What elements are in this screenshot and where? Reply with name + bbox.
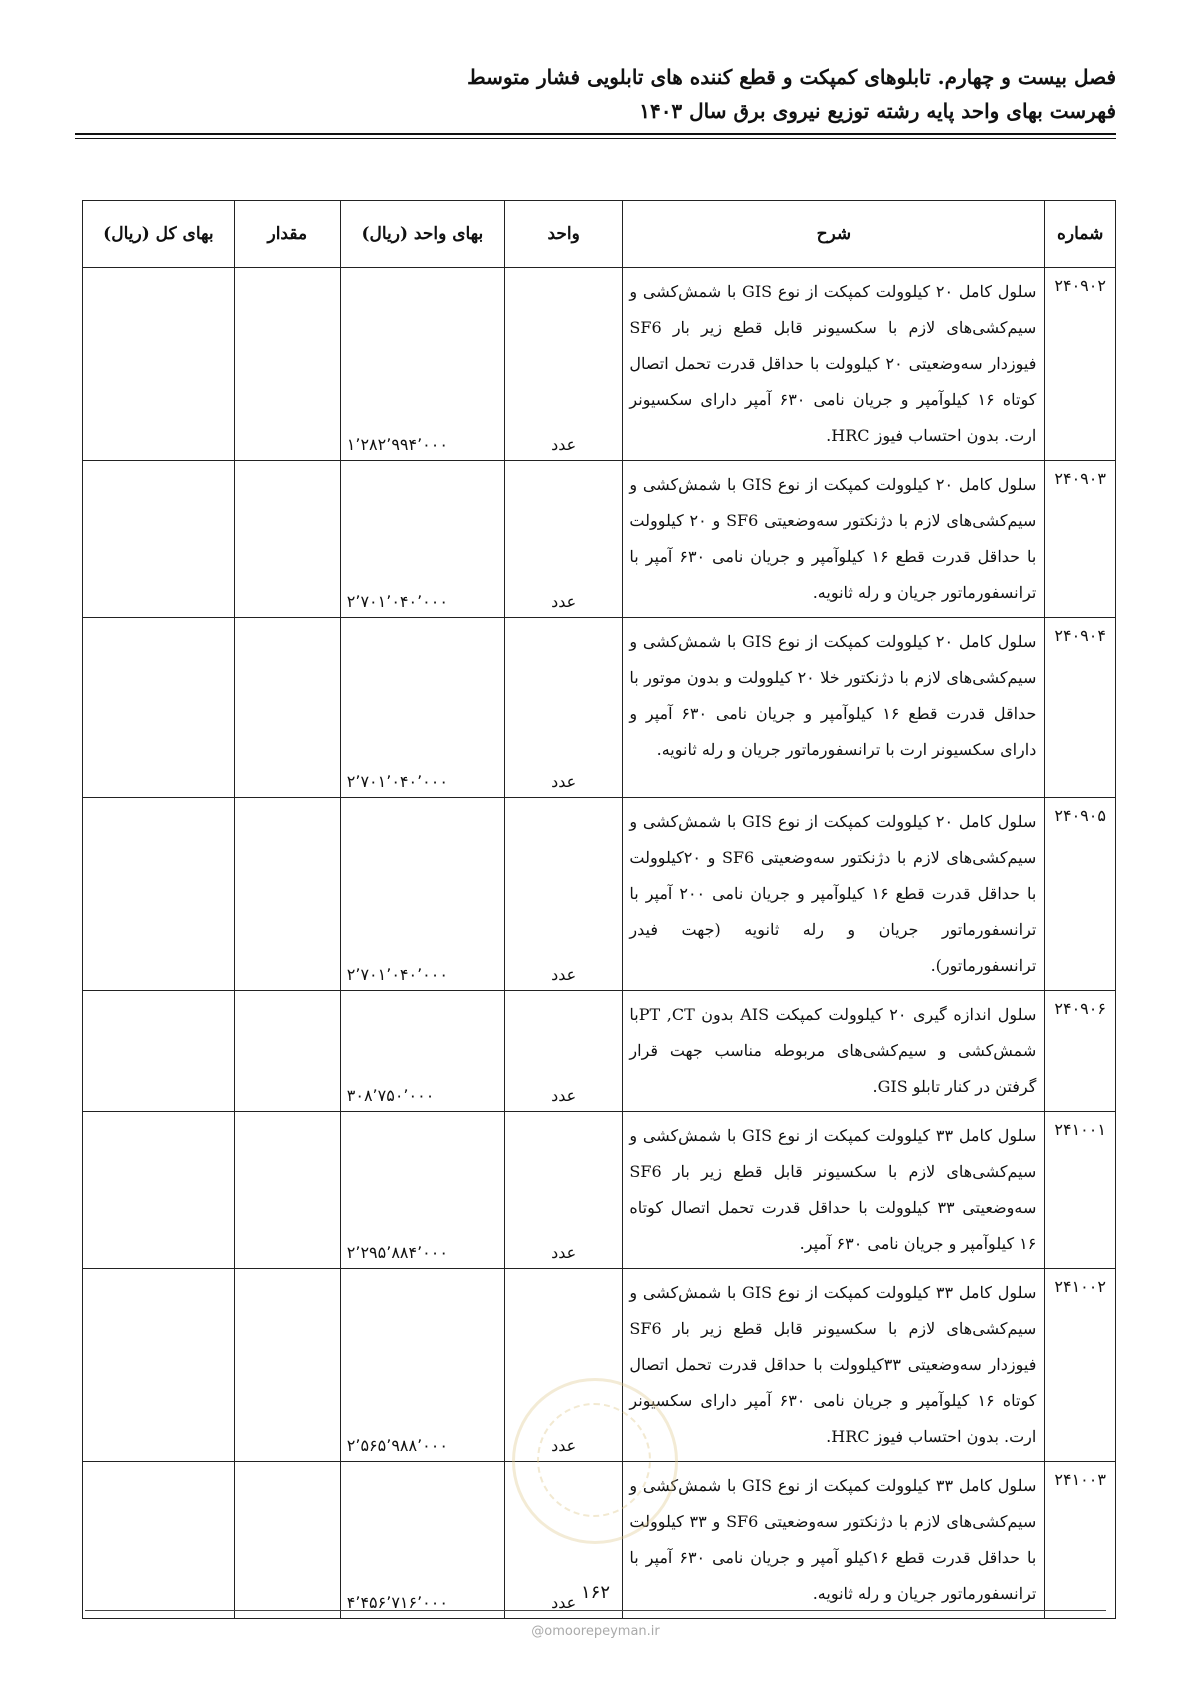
table-row: [83, 991, 1116, 1112]
website-watermark: @omoorepeyman.ir: [531, 1624, 660, 1639]
item-description: سلول کامل ۲۰ کیلوولت کمپکت از نوع GIS با شمش‌کشی و سیم‌کشی‌های لازم با دژنکتور سه‌وضعیتی SF6 و ۲۰ کیلوولت با حداقل قدرت قطع ۱۶ کیلوآمپر و جریان نامی ۶۳۰ آمپر با ترانسفورماتور جریان و رله ثانویه.: [623, 461, 1045, 618]
footer-rule: [85, 1610, 1106, 1611]
item-unit: عدد: [504, 1269, 622, 1462]
item-number: ۲۴۱۰۰۱: [1045, 1112, 1116, 1269]
item-number: ۲۴۱۰۰۳: [1045, 1462, 1116, 1619]
item-total-price: [83, 268, 235, 461]
table-row: [83, 461, 1116, 618]
item-description: سلول کامل ۳۳ کیلوولت کمپکت از نوع GIS با شمش‌کشی و سیم‌کشی‌های لازم با سکسیونر قابل قطع زیر بار SF6 سه‌وضعیتی ۳۳ کیلوولت با حداقل قدرت تحمل اتصال کوتاه ۱۶ کیلوآمپر و جریان نامی ۶۳۰ آمپر.: [623, 1112, 1045, 1269]
item-unit-price: ۲٬۷۰۱٬۰۴۰٬۰۰۰: [340, 618, 504, 798]
page-number: ۱۶۲: [580, 1582, 610, 1603]
item-number: ۲۴۰۹۰۴: [1045, 618, 1116, 798]
col-header-number: شماره: [1045, 201, 1116, 268]
chapter-title: فصل بیست و چهارم. تابلوهای کمپکت و قطع کننده های تابلویی فشار متوسط: [467, 65, 1116, 89]
item-description: سلول کامل ۲۰ کیلوولت کمپکت از نوع GIS با شمش‌کشی و سیم‌کشی‌های لازم با دژنکتور خلا ۲۰ کیلوولت و بدون موتور با حداقل قدرت قطع ۱۶ کیلوآمپر و جریان نامی ۶۳۰ آمپر و دارای سکسیونر ارت با ترانسفورماتور جریان و رله ثانویه.: [623, 618, 1045, 798]
item-unit: عدد: [504, 1112, 622, 1269]
item-unit-price: ۲٬۵۶۵٬۹۸۸٬۰۰۰: [340, 1269, 504, 1462]
item-description: سلول کامل ۳۳ کیلوولت کمپکت از نوع GIS با شمش‌کشی و سیم‌کشی‌های لازم با دژنکتور سه‌وضعیتی SF6 و ۳۳ کیلوولت با حداقل قدرت قطع ۱۶کیلو آمپر و جریان نامی ۶۳۰ آمپر با ترانسفورماتور جریان و رله ثانویه.: [623, 1462, 1045, 1619]
item-description: سلول کامل ۲۰ کیلوولت کمپکت از نوع GIS با شمش‌کشی و سیم‌کشی‌های لازم با سکسیونر قابل قطع زیر بار SF6 فیوزدار سه‌وضعیتی ۲۰ کیلوولت با حداقل قدرت تحمل اتصال کوتاه ۱۶ کیلوآمپر و جریان نامی ۶۳۰ آمپر دارای سکسیونر ارت. بدون احتساب فیوز HRC.: [623, 268, 1045, 461]
document-title: فهرست بهای واحد پایه رشته توزیع نیروی برق سال ۱۴۰۳: [639, 99, 1116, 123]
header-rule-thin: [75, 138, 1116, 139]
item-quantity: [234, 798, 340, 991]
item-number: ۲۴۰۹۰۲: [1045, 268, 1116, 461]
item-unit-price: ۳۰۸٬۷۵۰٬۰۰۰: [340, 991, 504, 1112]
item-number: ۲۴۰۹۰۵: [1045, 798, 1116, 991]
header-rule-thick: [75, 133, 1116, 135]
table-header-row: [83, 201, 1116, 268]
item-total-price: [83, 991, 235, 1112]
item-description: سلول کامل ۳۳ کیلوولت کمپکت از نوع GIS با شمش‌کشی و سیم‌کشی‌های لازم با سکسیونر قابل قطع زیر بار SF6 فیوزدار سه‌وضعیتی ۳۳کیلوولت با حداقل قدرت تحمل اتصال کوتاه ۱۶ کیلوآمپر و جریان نامی ۶۳۰ آمپر دارای سکسیونر ارت. بدون احتساب فیوز HRC.: [623, 1269, 1045, 1462]
col-header-description: شرح: [623, 201, 1045, 268]
item-number: ۲۴۰۹۰۶: [1045, 991, 1116, 1112]
item-quantity: [234, 1112, 340, 1269]
item-unit: عدد: [504, 991, 622, 1112]
item-total-price: [83, 461, 235, 618]
item-quantity: [234, 618, 340, 798]
table-row: [83, 618, 1116, 798]
col-header-total-price: بهای کل (ریال): [83, 201, 235, 268]
item-quantity: [234, 268, 340, 461]
table-row: [83, 1112, 1116, 1269]
item-quantity: [234, 1269, 340, 1462]
col-header-unit-price: بهای واحد (ریال): [340, 201, 504, 268]
item-unit-price: ۲٬۷۰۱٬۰۴۰٬۰۰۰: [340, 461, 504, 618]
table-row: [83, 798, 1116, 991]
item-total-price: [83, 1269, 235, 1462]
item-unit-price: ۲٬۲۹۵٬۸۸۴٬۰۰۰: [340, 1112, 504, 1269]
item-total-price: [83, 618, 235, 798]
page-header: [75, 60, 1116, 128]
item-quantity: [234, 461, 340, 618]
item-description: سلول اندازه گیری ۲۰ کیلوولت کمپکت AIS بدون PT ,CTبا شمش‌کشی و سیم‌کشی‌های مربوطه مناسب جهت قرار گرفتن در کنار تابلو GIS.: [623, 991, 1045, 1112]
item-unit: عدد: [504, 461, 622, 618]
item-unit: عدد: [504, 1462, 622, 1619]
item-unit-price: ۱٬۲۸۲٬۹۹۴٬۰۰۰: [340, 268, 504, 461]
col-header-unit: واحد: [504, 201, 622, 268]
watermark-seal: [512, 1378, 678, 1544]
item-description: سلول کامل ۲۰ کیلوولت کمپکت از نوع GIS با شمش‌کشی و سیم‌کشی‌های لازم با دژنکتور سه‌وضعیتی SF6 و ۲۰کیلوولت با حداقل قدرت قطع ۱۶ کیلوآمپر و جریان نامی ۲۰۰ آمپر با ترانسفورماتور جریان و رله ثانویه (جهت فیدر ترانسفورماتور).: [623, 798, 1045, 991]
item-unit: عدد: [504, 798, 622, 991]
item-unit: عدد: [504, 618, 622, 798]
table-row: [83, 268, 1116, 461]
col-header-quantity: مقدار: [234, 201, 340, 268]
item-quantity: [234, 991, 340, 1112]
item-unit-price: ۴٬۴۵۶٬۷۱۶٬۰۰۰: [340, 1462, 504, 1619]
item-unit: عدد: [504, 268, 622, 461]
item-total-price: [83, 1112, 235, 1269]
item-number: ۲۴۰۹۰۳: [1045, 461, 1116, 618]
item-total-price: [83, 798, 235, 991]
item-number: ۲۴۱۰۰۲: [1045, 1269, 1116, 1462]
item-unit-price: ۲٬۷۰۱٬۰۴۰٬۰۰۰: [340, 798, 504, 991]
